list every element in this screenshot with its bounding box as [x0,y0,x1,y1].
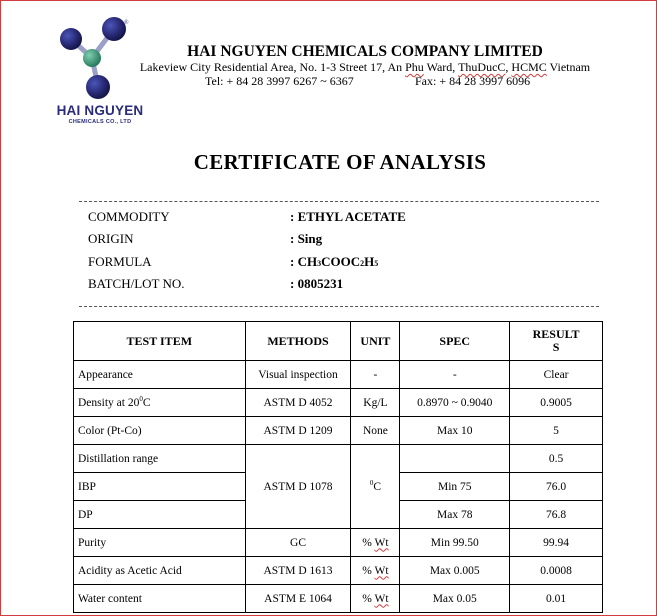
cell-method: ASTM D 1613 [245,557,351,585]
cell-item: Distillation range [74,445,246,473]
cell-unit: - [351,361,400,389]
table-header-row [74,322,603,361]
table-row [74,417,603,445]
analysis-table [73,321,603,613]
cell-method: Visual inspection [245,361,351,389]
cell-method: ASTM D 4052 [245,389,351,417]
cell-unit: % Wt [351,557,400,585]
cell-result: 76.0 [510,473,603,501]
formula-label: FORMULA [88,254,152,269]
cell-spec: 0.8970 ~ 0.9040 [400,389,510,417]
cell-method: ASTM E 1064 [245,585,351,613]
formula-value: : CH3COOC2H5 [290,254,379,269]
cell-result: 5 [510,417,603,445]
logo-brand-text: HAI NGUYEN [56,103,144,118]
header-unit: UNIT [351,322,400,361]
origin-value: : Sing [290,231,323,246]
svg-text:®: ® [124,20,129,26]
batch-value: : 0805231 [290,276,344,291]
cell-spec: Max 78 [400,501,510,529]
cell-result: 0.01 [510,585,603,613]
company-fax: Fax: + 84 28 3997 6096 [415,74,531,88]
cell-result: 99.94 [510,529,603,557]
cell-spec: Max 0.05 [400,585,510,613]
cell-item: Color (Pt-Co) [74,417,246,445]
company-tel: Tel: + 84 28 3997 6267 ~ 6367 [205,74,354,88]
commodity-label: COMMODITY [88,209,170,224]
batch-label: BATCH/LOT NO. [88,276,185,291]
table-row [74,445,603,473]
divider-bottom [79,306,599,307]
cell-spec: Min 99.50 [400,529,510,557]
table-row [74,389,603,417]
company-name: HAI NGUYEN CHEMICALS COMPANY LIMITED [187,43,543,60]
cell-item: Appearance [74,361,246,389]
cell-item: Acidity as Acetic Acid [74,557,246,585]
table-row [74,529,603,557]
cell-result: Clear [510,361,603,389]
cell-item: Water content [74,585,246,613]
cell-item: IBP [74,473,246,501]
cell-spec: - [400,361,510,389]
cell-result: 76.8 [510,501,603,529]
cell-result: 0.9005 [510,389,603,417]
table-row [74,361,603,389]
header-spec: SPEC [400,322,510,361]
document-title: CERTIFICATE OF ANALYSIS [193,150,487,174]
header-methods: METHODS [245,322,351,361]
cell-unit: $^0$C [351,445,400,529]
cell-result: 0.5 [510,445,603,473]
header-results: RESULT S [510,322,603,361]
logo-sub-text: CHEMICALS CO., LTD [68,119,132,125]
cell-item: DP [74,501,246,529]
cell-method: ASTM D 1209 [245,417,351,445]
cell-method: ASTM D 1078 [245,445,351,529]
cell-method: GC [245,529,351,557]
origin-label: ORIGIN [88,231,134,246]
company-address: Lakeview City Residential Area, No. 1-3 Street 17, An Phu Ward, ThuDucC, HCMC Vietnam [139,60,591,74]
cell-spec: Max 10 [400,417,510,445]
cell-spec: Max 0.005 [400,557,510,585]
commodity-value: : ETHYL ACETATE [290,209,406,224]
divider-top [79,201,599,202]
cell-spec: Min 75 [400,473,510,501]
cell-unit: Kg/L [351,389,400,417]
cell-spec [400,445,510,473]
cell-result: 0.0008 [510,557,603,585]
cell-unit: % Wt [351,585,400,613]
cell-unit: None [351,417,400,445]
cell-item: Density at $20^0C$ [74,389,246,417]
header-test-item: TEST ITEM [74,322,246,361]
table-row [74,557,603,585]
table-row [74,585,603,613]
cell-unit: % Wt [351,529,400,557]
cell-item: Purity [74,529,246,557]
